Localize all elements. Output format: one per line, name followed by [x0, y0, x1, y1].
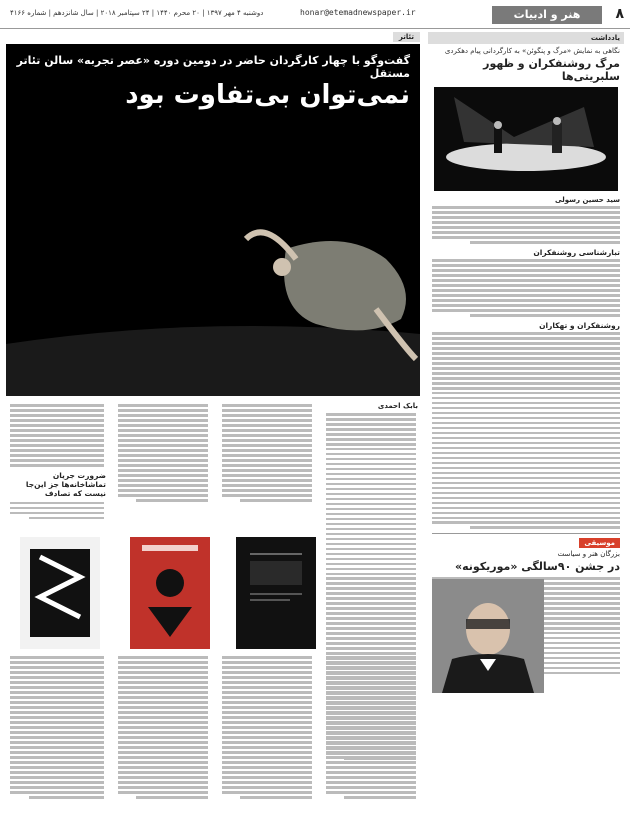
page-header	[0, 0, 630, 29]
text-column	[6, 402, 108, 522]
music-label: موسیقی	[579, 538, 620, 548]
text-column	[322, 654, 420, 801]
subheading: روشنفکران و تهکاران	[539, 320, 620, 330]
article-body	[10, 404, 104, 466]
article-body	[326, 656, 416, 798]
music-headline: در جشن ۹۰سالگی «موریکونه»	[454, 560, 620, 574]
hero-kicker: گفت‌وگو با چهار کارگردان حاضر در دومین دوره «عصر تجربه» سالن تئاتر مستقل	[16, 54, 410, 80]
article-body	[10, 502, 104, 520]
article-body	[118, 404, 208, 501]
right-kicker: نگاهی به نمایش «مرگ و پنگوئن» به کارگردانی پیام دهکردی	[444, 47, 620, 55]
site-email: honar@etemadnewspaper.ir	[300, 8, 416, 17]
section-label: یادداشت	[428, 32, 624, 44]
main-story	[6, 32, 420, 816]
portrait-photo	[432, 579, 544, 693]
subheading: تبارشناسی روشنفکران	[533, 247, 620, 257]
text-column	[6, 654, 108, 801]
page-number: ۸	[615, 6, 624, 22]
section-title: هنر و ادبیات	[492, 6, 602, 24]
section-tag: تئاتر	[393, 32, 420, 42]
main-byline: بابک احمدی	[377, 402, 418, 410]
poster-image	[130, 537, 210, 649]
poster-image	[20, 537, 100, 649]
text-column	[114, 654, 212, 801]
text-column	[218, 402, 316, 504]
article-body	[432, 332, 620, 529]
article-body	[432, 259, 620, 316]
right-column	[428, 32, 624, 816]
right-byline: سید حسین رسولی	[555, 196, 620, 204]
article-body	[432, 206, 620, 243]
article-body	[222, 656, 312, 798]
text-column	[114, 402, 212, 504]
hero-title: نمی‌توان بی‌تفاوت بود	[125, 80, 410, 110]
article-body	[10, 656, 104, 798]
poster-row	[6, 537, 420, 649]
text-column	[218, 654, 316, 801]
pull-quote: ضرورت جریان تماشاخانه‌ها جز این‌جا نیست که تصادف	[25, 470, 106, 498]
stage-photo	[434, 87, 618, 191]
hero-photo	[6, 44, 420, 396]
date-line: دوشنبه ۴ مهر ۱۳۹۷ | ۲۰ محرم ۱۴۴۰ | ۲۴ سپتامبر ۲۰۱۸ | سال شانزدهم | شماره ۴۱۶۶	[10, 9, 264, 17]
divider	[432, 533, 620, 534]
article-body	[222, 404, 312, 501]
poster-image	[236, 537, 316, 649]
music-kicker: بزرگان هنر و سیاست	[557, 550, 620, 559]
right-headline: مرگ روشنفکران و ظهور سلبریتی‌ها	[483, 57, 620, 83]
article-body	[118, 656, 208, 798]
